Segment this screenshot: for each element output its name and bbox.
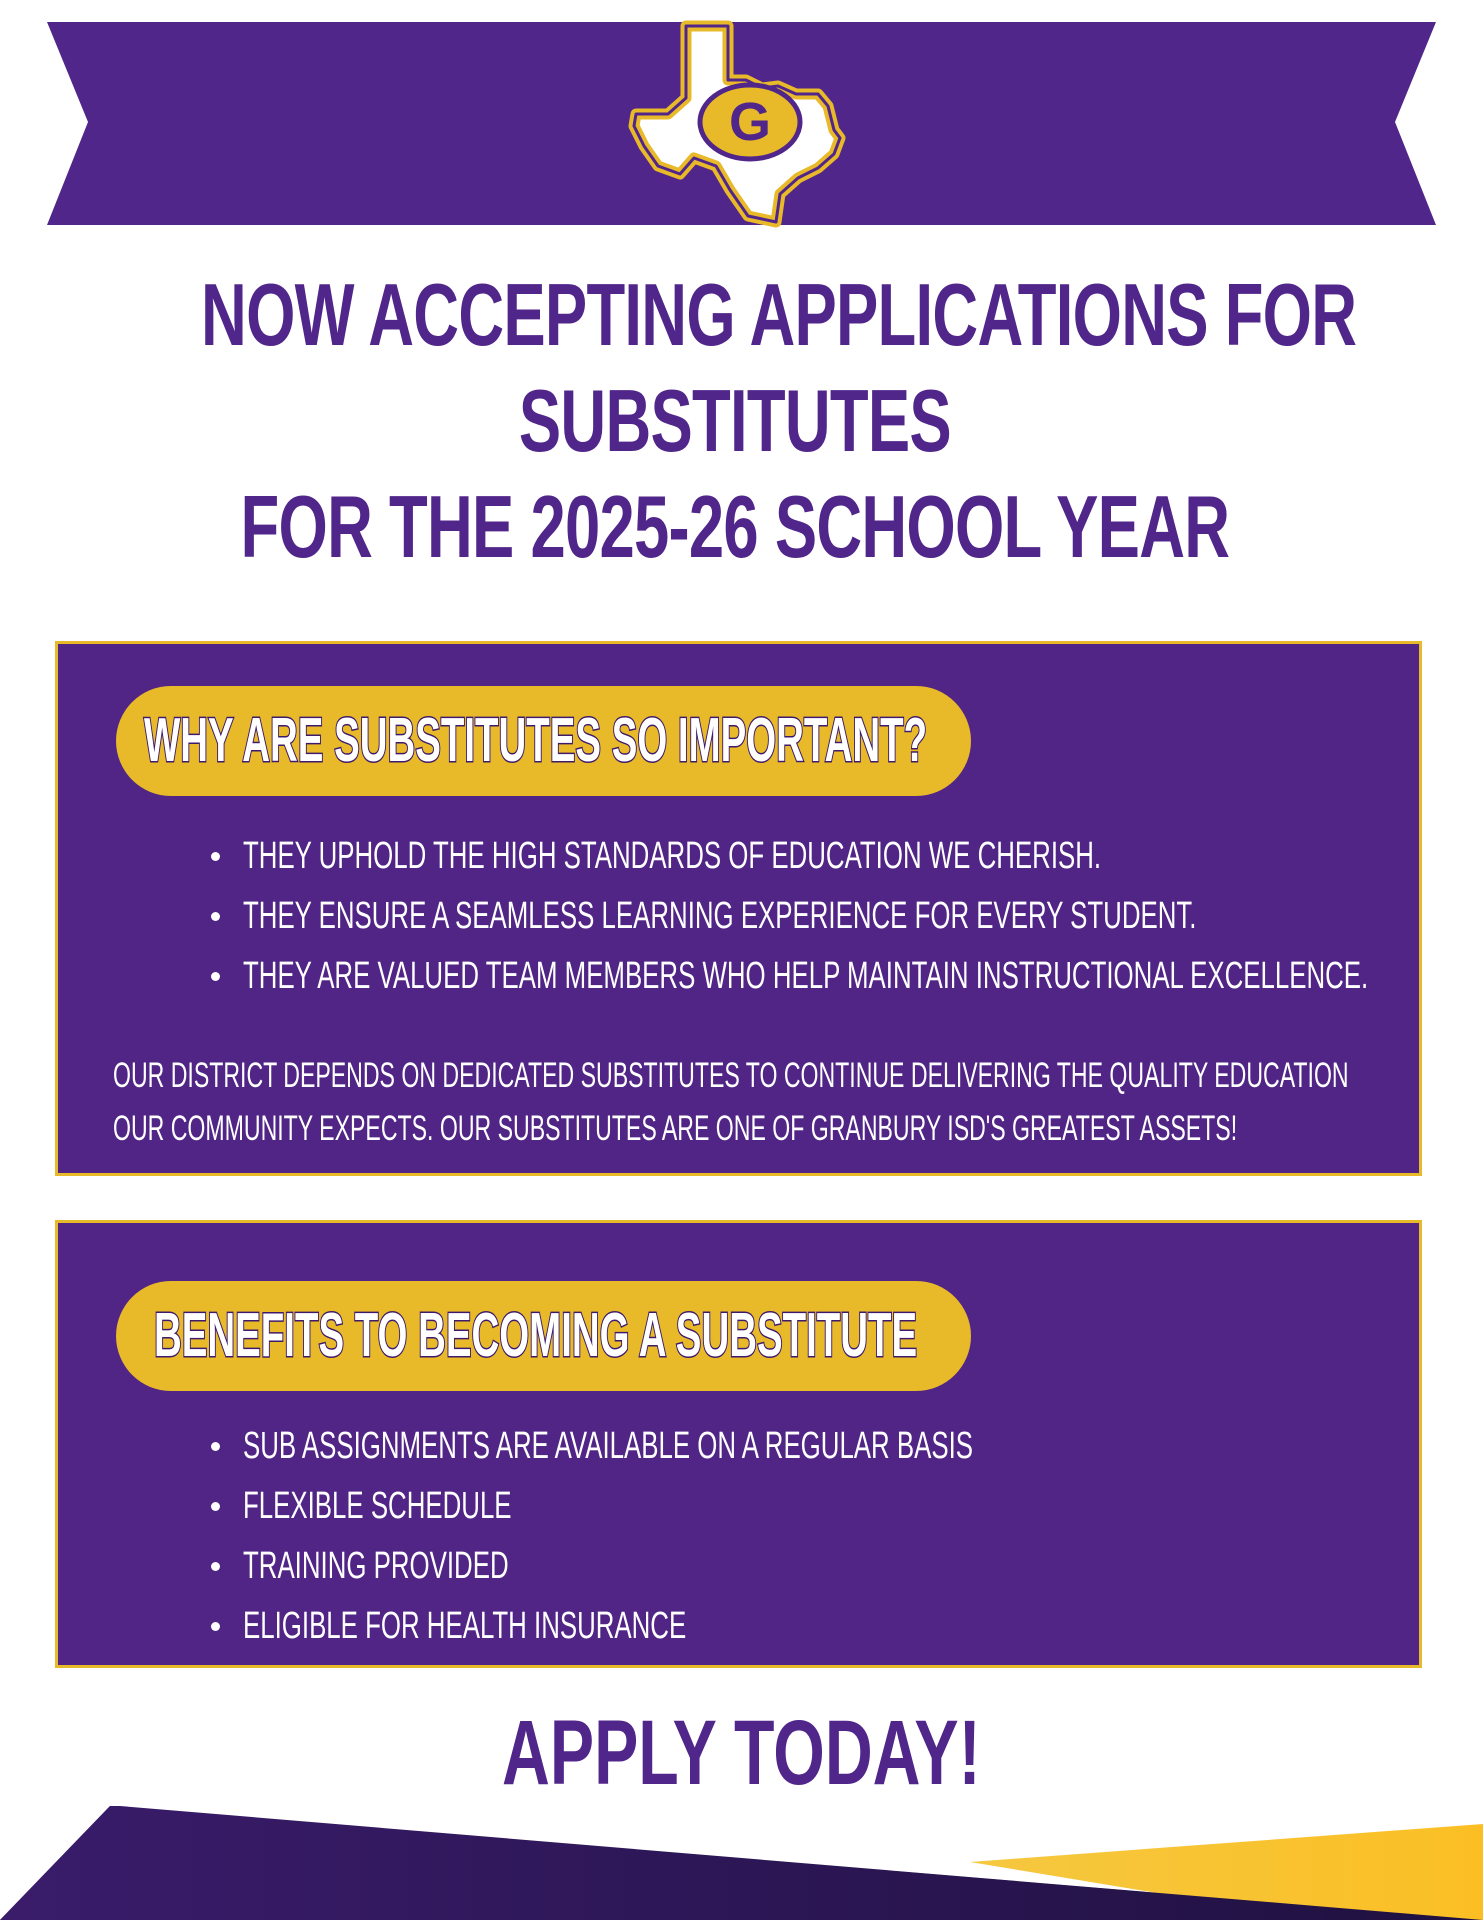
benefits-heading: BENEFITS TO BECOMING A SUBSTITUTE [154,1301,918,1370]
district-paragraph [113,1049,1383,1155]
texas-g-logo-icon [628,18,853,230]
headline-line-1: NOW ACCEPTING APPLICATIONS FOR [201,265,1357,364]
logo-letter: G [728,92,772,152]
bullet-icon [211,1502,220,1511]
why-substitutes-panel [55,641,1422,1176]
apply-today-heading: APPLY TODAY! [502,1702,981,1804]
bullet-icon [211,1622,220,1631]
headline-line-3: FOR THE 2025-26 SCHOOL YEAR [240,477,1230,576]
bullet-text: FLEXIBLE SCHEDULE [243,1485,512,1527]
headline-line-2: SUBSTITUTES [518,371,951,470]
bullet-icon [211,1442,220,1451]
paragraph-line-1: OUR DISTRICT DEPENDS ON DEDICATED SUBSTITUTES TO CONTINUE DELIVERING THE QUALITY EDUCATION [113,1056,1349,1095]
bullet-text: THEY ARE VALUED TEAM MEMBERS WHO HELP MAINTAIN INSTRUCTIONAL EXCELLENCE. [243,955,1369,997]
bullet-icon [211,972,220,981]
benefits-panel [55,1220,1422,1668]
bullet-text: SUB ASSIGNMENTS ARE AVAILABLE ON A REGULAR BASIS [243,1425,974,1467]
headline [201,262,1357,580]
paragraph-line-2: OUR COMMUNITY EXPECTS. OUR SUBSTITUTES ARE ONE OF GRANBURY ISD'S GREATEST ASSETS! [113,1109,1238,1148]
bullet-text: TRAINING PROVIDED [243,1545,509,1587]
bullet-icon [211,852,220,861]
benefits-heading-pill [116,1281,971,1391]
bullet-text: THEY ENSURE A SEAMLESS LEARNING EXPERIENCE FOR EVERY STUDENT. [243,895,1197,937]
bullet-text: THEY UPHOLD THE HIGH STANDARDS OF EDUCATION WE CHERISH. [243,835,1102,877]
why-heading-pill [116,686,971,796]
why-heading: WHY ARE SUBSTITUTES SO IMPORTANT? [144,706,928,775]
bullet-icon [211,912,220,921]
bullet-text: ELIGIBLE FOR HEALTH INSURANCE [243,1605,687,1647]
footer-decoration [0,1796,1483,1920]
bullet-icon [211,1562,220,1571]
